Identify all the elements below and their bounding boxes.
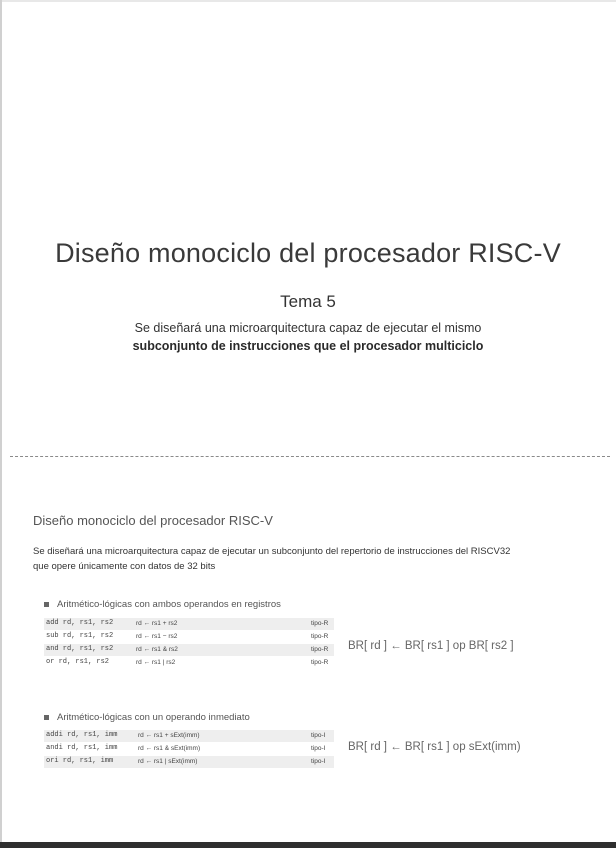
instruction-type: tipo-I (311, 745, 326, 752)
instruction-semantics: rd ← rs1 & rs2 (136, 646, 178, 653)
bullet-label: Aritmético-lógicas con ambos operandos en registros (57, 599, 281, 610)
formula-register-operands: BR[ rd ] ← BR[ rs1 ] op BR[ rs2 ] (348, 640, 514, 652)
bullet-register-operands (44, 599, 281, 610)
instruction-type: tipo-I (311, 732, 326, 739)
instruction-semantics: rd ← rs1 | sExt(imm) (138, 758, 198, 765)
slide-divider (10, 456, 610, 457)
instruction-asm: addi rd, rs1, imm (46, 731, 118, 739)
scan-edge-top (0, 0, 616, 2)
scan-edge-left (0, 0, 2, 848)
bullet-label: Aritmético-lógicas con un operando inmediato (57, 712, 250, 723)
instruction-semantics: rd ← rs1 − rs2 (136, 633, 178, 640)
instruction-type: tipo-R (311, 633, 329, 640)
slide1-description-line2: subconjunto de instrucciones que el procesador multiciclo (132, 339, 484, 353)
bullet-icon (44, 602, 49, 607)
instruction-asm: add rd, rs1, rs2 (46, 619, 114, 627)
formula-immediate-operand: BR[ rd ] ← BR[ rs1 ] op sExt(imm) (348, 741, 521, 753)
instruction-type: tipo-R (311, 659, 329, 666)
slide1-subtitle: Tema 5 (280, 292, 336, 311)
instruction-asm: ori rd, rs1, imm (46, 757, 114, 765)
instruction-type: tipo-R (311, 620, 329, 627)
instruction-semantics: rd ← rs1 + rs2 (136, 620, 178, 627)
instruction-semantics: rd ← rs1 & sExt(imm) (138, 745, 201, 752)
instruction-semantics: rd ← rs1 + sExt(imm) (138, 732, 200, 739)
instruction-type: tipo-R (311, 646, 329, 653)
instruction-asm: or rd, rs1, rs2 (46, 658, 110, 666)
slide1-title: Diseño monociclo del procesador RISC-V (55, 238, 561, 268)
instruction-asm: andi rd, rs1, imm (46, 744, 118, 752)
slide2-description-line1: Se diseñará una microarquitectura capaz de ejecutar un subconjunto del repertorio de instrucciones del RISCV32 (33, 546, 511, 557)
bullet-immediate-operand (44, 712, 250, 723)
scan-edge-bottom (0, 842, 616, 848)
instruction-asm: sub rd, rs1, rs2 (46, 632, 114, 640)
instruction-asm: and rd, rs1, rs2 (46, 645, 114, 653)
instruction-type: tipo-I (311, 758, 326, 765)
slide1-description-line1: Se diseñará una microarquitectura capaz de ejecutar el mismo (134, 321, 482, 335)
slide2-title: Diseño monociclo del procesador RISC-V (33, 513, 273, 528)
instruction-semantics: rd ← rs1 | rs2 (136, 659, 176, 666)
bullet-icon (44, 715, 49, 720)
slide2-description-line2: que opere únicamente con datos de 32 bits (33, 561, 216, 572)
